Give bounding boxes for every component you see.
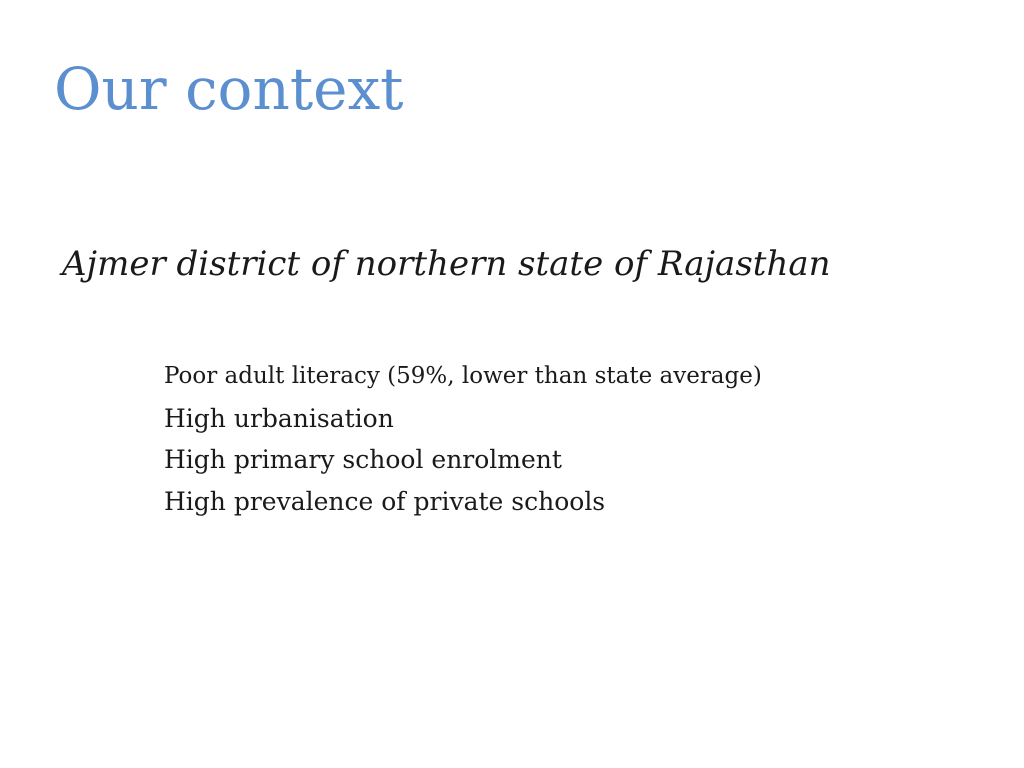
bullet-list [164, 356, 762, 522]
bullet-urbanisation: High urbanisation [164, 403, 394, 433]
bullet-adult-literacy: Poor adult literacy (59%, lower than state average) [164, 363, 762, 389]
slide-title: Our context [54, 55, 404, 123]
slide-subtitle: Ajmer district of northern state of Rajasthan [62, 244, 831, 284]
bullet-primary-enrolment: High primary school enrolment [164, 445, 562, 474]
bullet-private-schools: High prevalence of private schools [164, 486, 606, 516]
